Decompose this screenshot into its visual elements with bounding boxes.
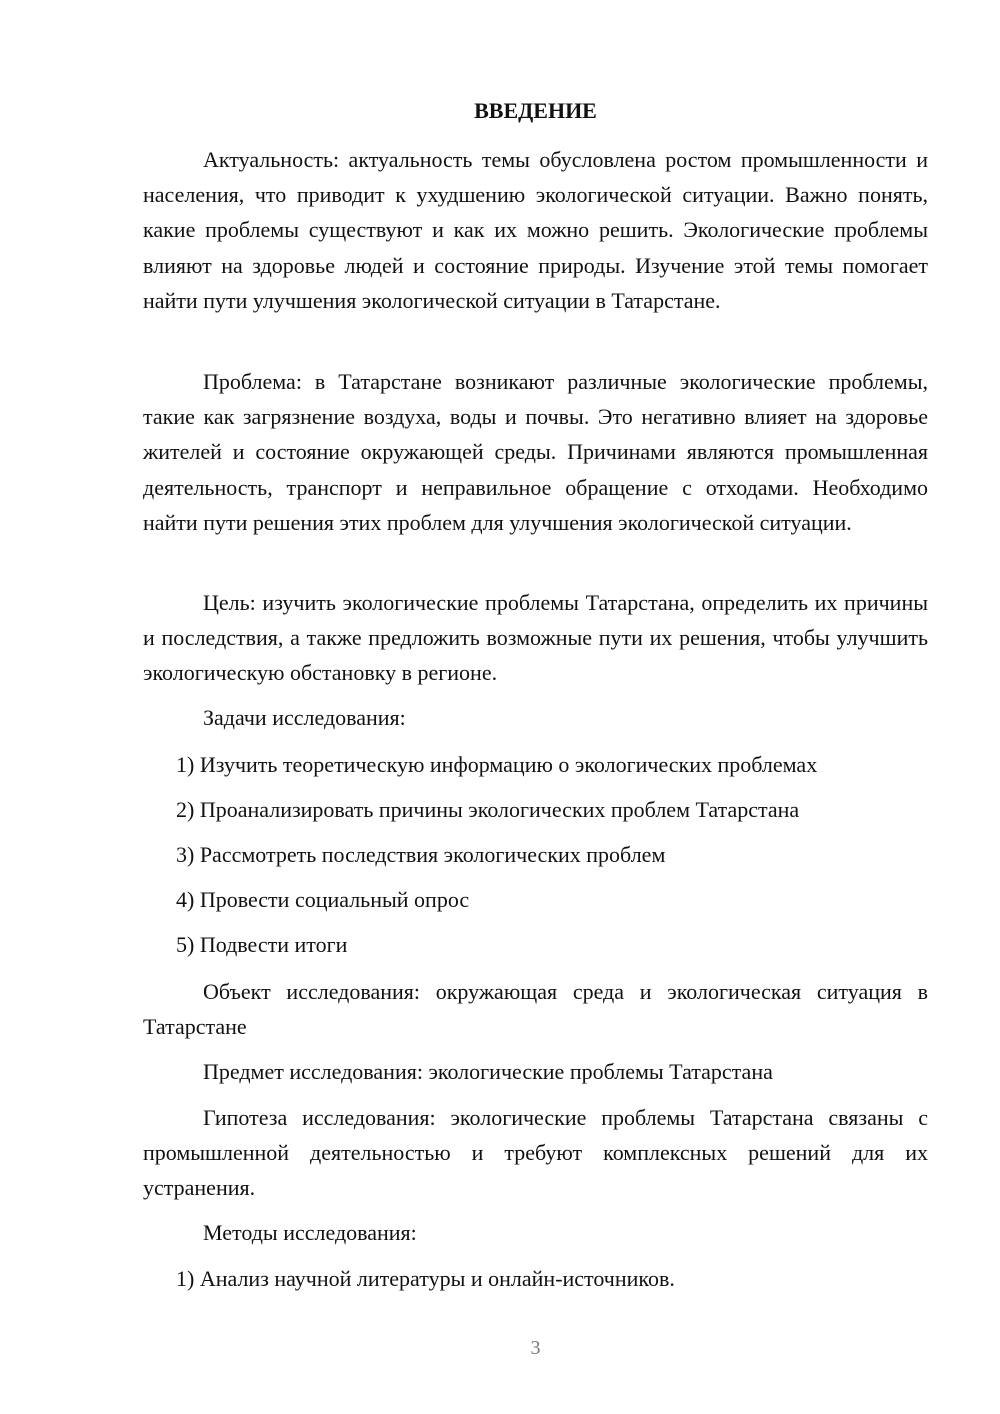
method-item-1: 1) Анализ научной литературы и онлайн-источников. (176, 1266, 675, 1291)
hypothesis-paragraph: Гипотеза исследования: экологические проблемы Татарстана связаны с промышленной деятельностью и требуют комплексных решений для их устранения. (143, 1105, 928, 1201)
methods-heading: Методы исследования: (203, 1220, 417, 1245)
task-item-2: 2) Проанализировать причины экологических проблем Татарстана (176, 797, 800, 822)
task-item-1: 1) Изучить теоретическую информацию о экологических проблемах (176, 752, 818, 777)
problem-paragraph: Проблема: в Татарстане возникают различные экологические проблемы, такие как загрязнение воздуха, воды и почвы. Это негативно влияет на здоровье жителей и состояние окружающей среды. Причинами являются промышленная деятельность, транспорт и неправильное обращение с отходами. Необходимо найти пути решения этих проблем для улучшения экологической ситуации. (143, 369, 928, 535)
task-item-3: 3) Рассмотреть последствия экологических проблем (176, 842, 666, 867)
goal-paragraph: Цель: изучить экологические проблемы Татарстана, определить их причины и последствия, а также предложить возможные пути их решения, чтобы улучшить экологическую обстановку в регионе. (143, 590, 928, 686)
tasks-heading: Задачи исследования: (203, 705, 406, 730)
task-item-5: 5) Подвести итоги (176, 932, 348, 957)
page-title: ВВЕДЕНИЕ (474, 98, 597, 123)
relevance-paragraph: Актуальность: актуальность темы обусловлена ростом промышленности и населения, что приводит к ухудшению экологической ситуации. Важно понять, какие проблемы существуют и как их можно решить. Экологические проблемы влияют на здоровье людей и состояние природы. Изучение этой темы помогает найти пути улучшения экологической ситуации в Татарстане. (143, 147, 928, 313)
page-number: 3 (530, 1337, 541, 1359)
subject-paragraph: Предмет исследования: экологические проблемы Татарстана (203, 1059, 773, 1084)
document-page (143, 0, 928, 1414)
task-item-4: 4) Провести социальный опрос (176, 887, 470, 912)
object-paragraph: Объект исследования: окружающая среда и экологическая ситуация в Татарстане (143, 979, 928, 1040)
